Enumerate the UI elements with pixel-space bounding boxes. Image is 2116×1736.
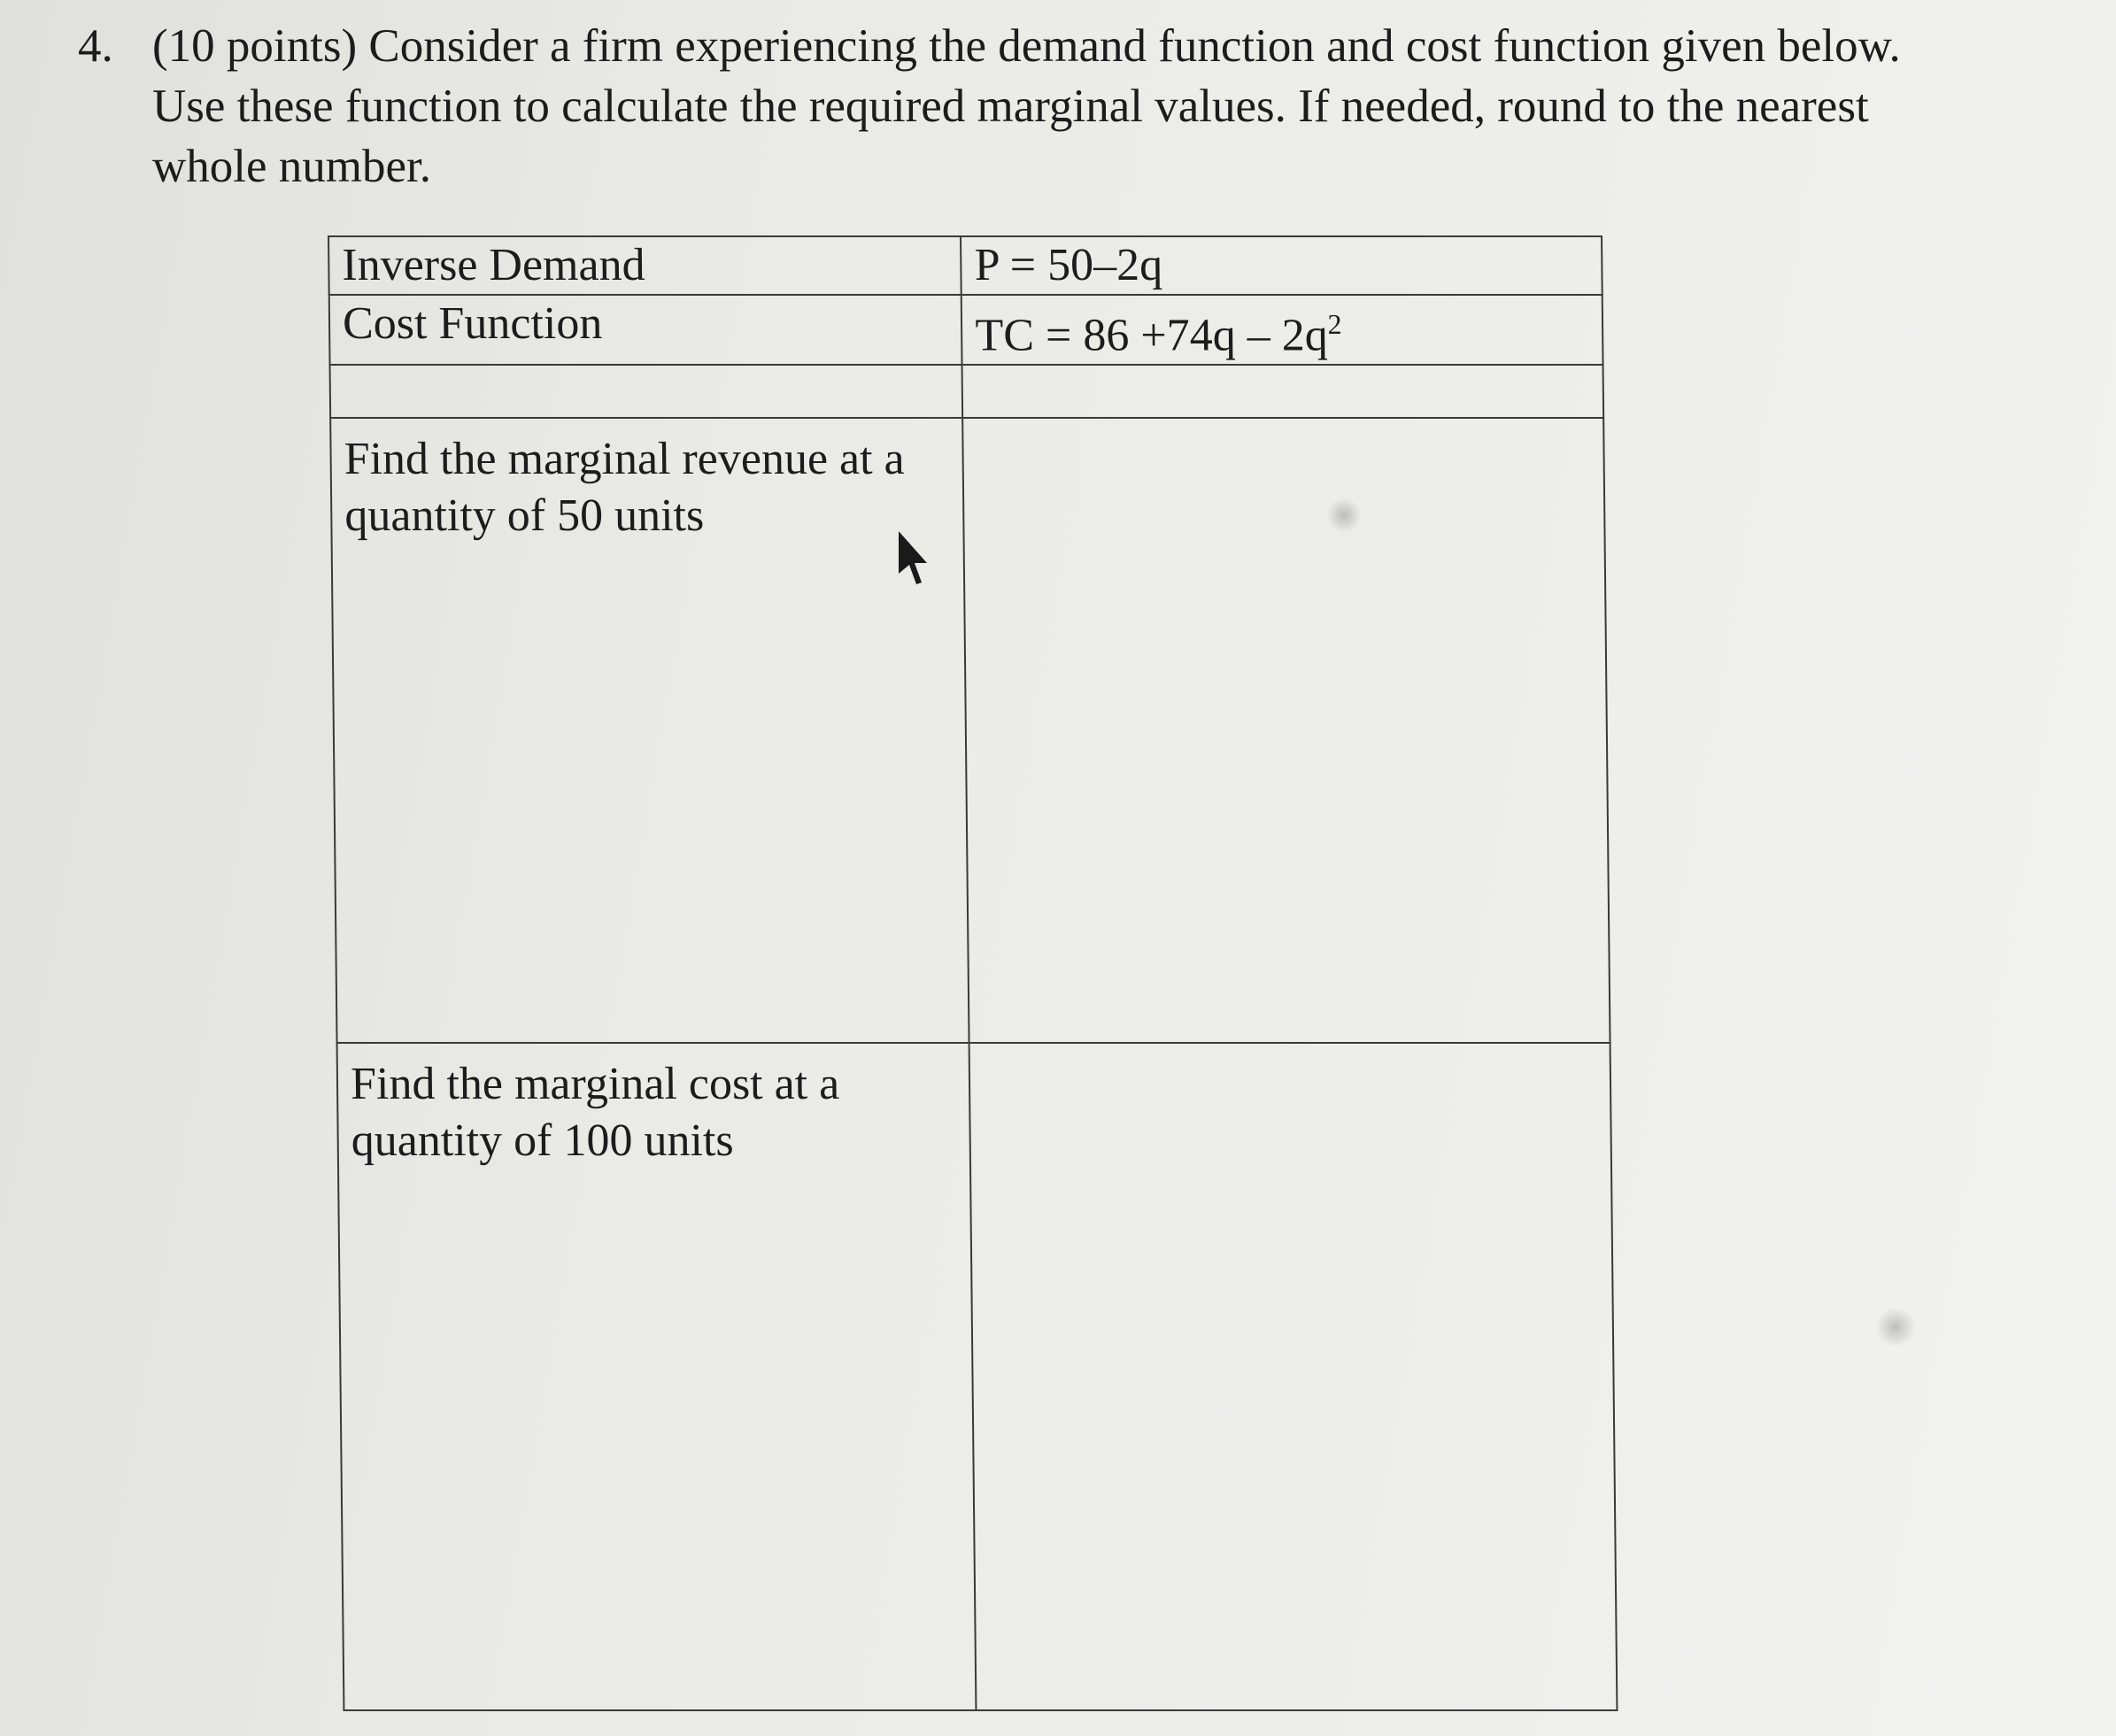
blank-cell-right — [962, 365, 1603, 418]
mouse-pointer-icon — [897, 529, 929, 586]
inverse-demand-equation: P = 50–2q — [961, 236, 1602, 295]
table-row-marginal-cost — [337, 1043, 1618, 1710]
table-row-marginal-revenue — [330, 418, 1610, 1043]
screen-smudge — [1326, 498, 1362, 533]
marginal-cost-prompt: Find the marginal cost at a quantity of 100 units — [337, 1043, 977, 1710]
cost-function-equation-main: TC = 86 +74q – 2q — [975, 310, 1328, 361]
inverse-demand-label: Inverse Demand — [328, 236, 961, 295]
marginal-cost-answer-cell[interactable] — [969, 1043, 1618, 1710]
table-row-cost-function — [329, 295, 1603, 365]
cost-function-label: Cost Function — [329, 295, 962, 365]
question-text: (10 points) Consider a firm experiencing the demand function and cost function given below. Use these function to calculate the required marginal values. If needed, round to the nearest whole number. — [152, 20, 1901, 192]
question-number: 4. — [78, 20, 113, 72]
blank-cell-left — [330, 365, 963, 418]
table-row-blank — [330, 365, 1604, 418]
cost-function-equation — [961, 295, 1602, 365]
problem-table — [328, 235, 1618, 1711]
cost-function-exponent: 2 — [1327, 308, 1342, 340]
marginal-revenue-prompt: Find the marginal revenue at a quantity of 50 units — [330, 418, 969, 1043]
marginal-revenue-answer-cell[interactable] — [963, 418, 1610, 1043]
screen-smudge — [1875, 1307, 1916, 1347]
table-row-inverse-demand — [328, 236, 1602, 295]
